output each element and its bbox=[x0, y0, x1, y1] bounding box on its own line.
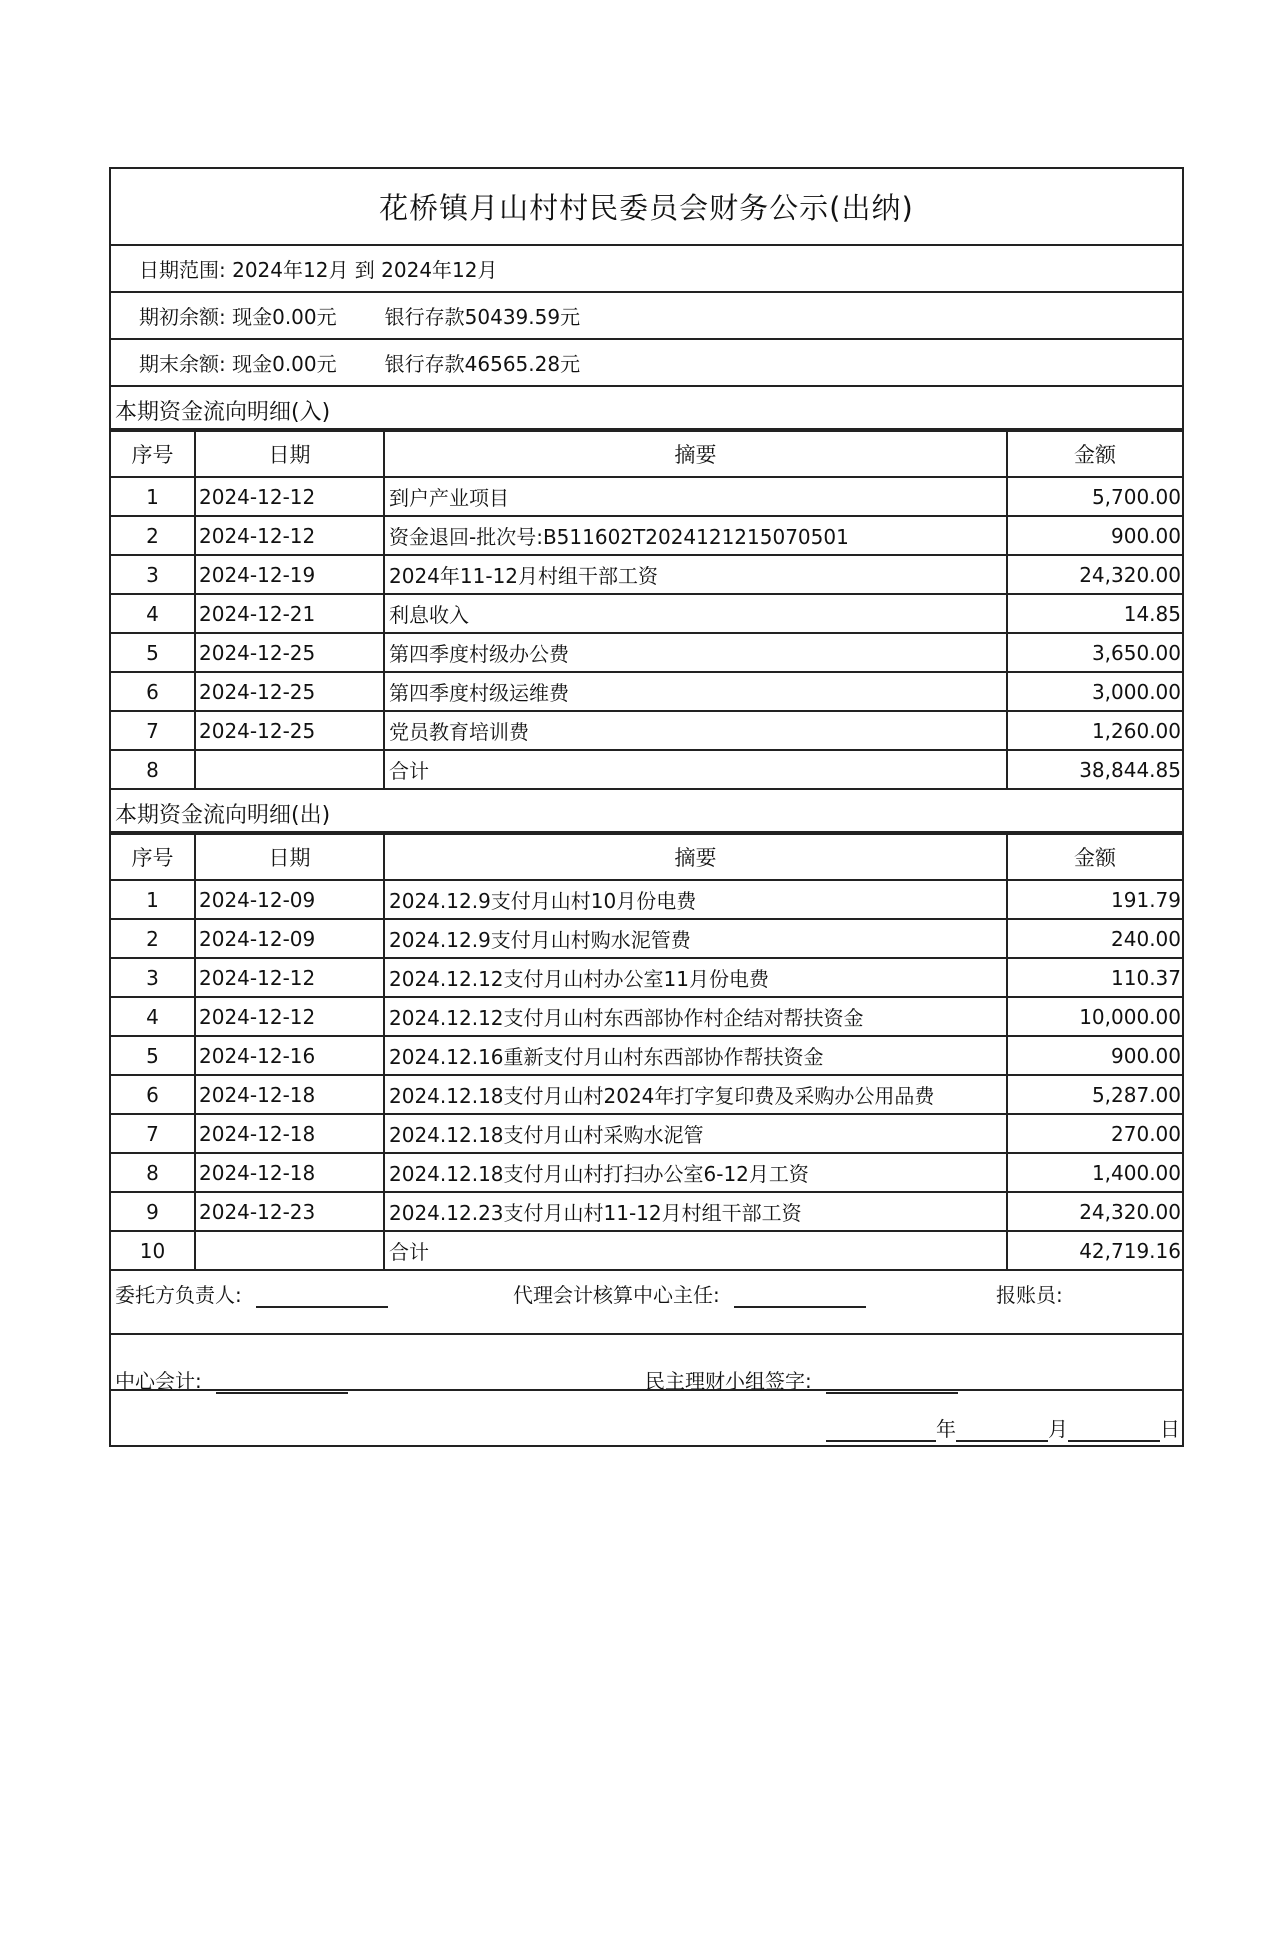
row-number: 3 bbox=[111, 555, 195, 594]
row-date: 2024-12-18 bbox=[195, 1114, 384, 1153]
row-summary: 2024.12.16重新支付月山村东西部协作帮扶资金 bbox=[384, 1036, 1007, 1075]
client-lead-signature bbox=[115, 1279, 388, 1308]
expense-table bbox=[111, 833, 1182, 1271]
income-row bbox=[111, 633, 1182, 672]
row-summary: 2024.12.18支付月山村打扫办公室6-12月工资 bbox=[384, 1153, 1007, 1192]
expense-row bbox=[111, 1153, 1182, 1192]
row-summary: 党员教育培训费 bbox=[384, 711, 1007, 750]
expense-row bbox=[111, 1231, 1182, 1270]
opening-balance-row bbox=[111, 293, 1182, 340]
center-accountant-blank bbox=[216, 1374, 348, 1394]
row-summary: 2024.12.18支付月山村采购水泥管 bbox=[384, 1114, 1007, 1153]
row-number: 8 bbox=[111, 1153, 195, 1192]
opening-cash: 期初余额: 现金0.00元 bbox=[139, 305, 337, 329]
row-number: 2 bbox=[111, 516, 195, 555]
center-director-blank bbox=[734, 1288, 866, 1308]
row-date bbox=[195, 750, 384, 789]
row-summary: 到户产业项目 bbox=[384, 477, 1007, 516]
row-amount: 42,719.16 bbox=[1007, 1231, 1182, 1270]
header-summary: 摘要 bbox=[384, 834, 1007, 880]
row-number: 6 bbox=[111, 1075, 195, 1114]
expense-section-label: 本期资金流向明细(出) bbox=[115, 803, 331, 828]
document-title bbox=[111, 169, 1182, 246]
row-amount: 5,287.00 bbox=[1007, 1075, 1182, 1114]
header-no: 序号 bbox=[111, 431, 195, 477]
row-number: 9 bbox=[111, 1192, 195, 1231]
income-table bbox=[111, 430, 1182, 790]
row-date: 2024-12-09 bbox=[195, 919, 384, 958]
row-summary: 2024.12.9支付月山村10月份电费 bbox=[384, 880, 1007, 919]
income-row bbox=[111, 516, 1182, 555]
year-blank bbox=[826, 1422, 936, 1442]
title-text: 花桥镇月山村村民委员会财务公示(出纳) bbox=[379, 191, 914, 225]
row-date: 2024-12-12 bbox=[195, 516, 384, 555]
center-director-signature bbox=[513, 1279, 866, 1308]
opening-bank: 银行存款50439.59元 bbox=[384, 305, 581, 329]
row-amount: 191.79 bbox=[1007, 880, 1182, 919]
signature-divider-1 bbox=[111, 1333, 1182, 1335]
row-amount: 110.37 bbox=[1007, 958, 1182, 997]
center-director-label: 代理会计核算中心主任: bbox=[513, 1283, 720, 1307]
income-section-title bbox=[111, 387, 1182, 430]
row-date: 2024-12-25 bbox=[195, 711, 384, 750]
row-summary: 2024.12.23支付月山村11-12月村组干部工资 bbox=[384, 1192, 1007, 1231]
row-date: 2024-12-25 bbox=[195, 633, 384, 672]
row-number: 4 bbox=[111, 594, 195, 633]
row-date: 2024-12-12 bbox=[195, 997, 384, 1036]
expense-row bbox=[111, 1036, 1182, 1075]
row-number: 1 bbox=[111, 880, 195, 919]
row-date: 2024-12-21 bbox=[195, 594, 384, 633]
client-lead-blank-extra bbox=[115, 1311, 247, 1335]
row-summary: 合计 bbox=[384, 750, 1007, 789]
row-summary: 利息收入 bbox=[384, 594, 1007, 633]
row-summary: 第四季度村级办公费 bbox=[384, 633, 1007, 672]
month-blank bbox=[956, 1422, 1048, 1442]
signature-area bbox=[111, 1271, 1182, 1447]
month-label: 月 bbox=[1048, 1417, 1068, 1441]
row-number: 6 bbox=[111, 672, 195, 711]
header-amount: 金额 bbox=[1007, 431, 1182, 477]
row-date: 2024-12-23 bbox=[195, 1192, 384, 1231]
reimburser-signature bbox=[996, 1279, 1063, 1308]
expense-row bbox=[111, 1075, 1182, 1114]
reimburser-label: 报账员: bbox=[996, 1283, 1063, 1307]
row-number: 10 bbox=[111, 1231, 195, 1270]
income-row bbox=[111, 672, 1182, 711]
row-date: 2024-12-18 bbox=[195, 1153, 384, 1192]
income-row bbox=[111, 477, 1182, 516]
row-date: 2024-12-18 bbox=[195, 1075, 384, 1114]
date-signature-line bbox=[826, 1413, 1180, 1442]
income-row bbox=[111, 750, 1182, 789]
row-amount: 270.00 bbox=[1007, 1114, 1182, 1153]
row-number: 3 bbox=[111, 958, 195, 997]
expense-row bbox=[111, 1114, 1182, 1153]
row-date bbox=[195, 1231, 384, 1270]
row-date: 2024-12-12 bbox=[195, 958, 384, 997]
row-number: 5 bbox=[111, 1036, 195, 1075]
row-summary: 2024.12.12支付月山村东西部协作村企结对帮扶资金 bbox=[384, 997, 1007, 1036]
row-amount: 10,000.00 bbox=[1007, 997, 1182, 1036]
header-amount: 金额 bbox=[1007, 834, 1182, 880]
row-summary: 2024年11-12月村组干部工资 bbox=[384, 555, 1007, 594]
signature-divider-2 bbox=[111, 1389, 1182, 1391]
finance-group-blank bbox=[826, 1374, 958, 1394]
income-row bbox=[111, 711, 1182, 750]
row-amount: 900.00 bbox=[1007, 516, 1182, 555]
income-row bbox=[111, 555, 1182, 594]
header-date: 日期 bbox=[195, 834, 384, 880]
closing-bank: 银行存款46565.28元 bbox=[384, 352, 581, 376]
row-amount: 5,700.00 bbox=[1007, 477, 1182, 516]
extra-blank-line bbox=[115, 1315, 247, 1335]
header-no: 序号 bbox=[111, 834, 195, 880]
income-row bbox=[111, 594, 1182, 633]
row-amount: 24,320.00 bbox=[1007, 1192, 1182, 1231]
expense-section-title bbox=[111, 790, 1182, 833]
center-accountant-label: 中心会计: bbox=[115, 1369, 202, 1393]
row-number: 4 bbox=[111, 997, 195, 1036]
row-amount: 24,320.00 bbox=[1007, 555, 1182, 594]
row-summary: 2024.12.9支付月山村购水泥管费 bbox=[384, 919, 1007, 958]
row-number: 2 bbox=[111, 919, 195, 958]
row-amount: 14.85 bbox=[1007, 594, 1182, 633]
year-label: 年 bbox=[936, 1417, 956, 1441]
row-summary: 2024.12.18支付月山村2024年打字复印费及采购办公用品费 bbox=[384, 1075, 1007, 1114]
day-blank bbox=[1068, 1422, 1160, 1442]
expense-row bbox=[111, 1192, 1182, 1231]
header-summary: 摘要 bbox=[384, 431, 1007, 477]
row-date: 2024-12-16 bbox=[195, 1036, 384, 1075]
row-amount: 38,844.85 bbox=[1007, 750, 1182, 789]
row-amount: 3,000.00 bbox=[1007, 672, 1182, 711]
closing-balance-row bbox=[111, 340, 1182, 387]
income-header-row bbox=[111, 431, 1182, 477]
expense-row bbox=[111, 997, 1182, 1036]
client-lead-label: 委托方负责人: bbox=[115, 1283, 242, 1307]
row-amount: 900.00 bbox=[1007, 1036, 1182, 1075]
income-section-label: 本期资金流向明细(入) bbox=[115, 400, 331, 425]
row-number: 1 bbox=[111, 477, 195, 516]
row-amount: 240.00 bbox=[1007, 919, 1182, 958]
date-range-row bbox=[111, 246, 1182, 293]
expense-row bbox=[111, 919, 1182, 958]
row-date: 2024-12-09 bbox=[195, 880, 384, 919]
row-summary: 2024.12.12支付月山村办公室11月份电费 bbox=[384, 958, 1007, 997]
row-number: 5 bbox=[111, 633, 195, 672]
row-date: 2024-12-19 bbox=[195, 555, 384, 594]
expense-header-row bbox=[111, 834, 1182, 880]
row-number: 7 bbox=[111, 711, 195, 750]
row-amount: 3,650.00 bbox=[1007, 633, 1182, 672]
date-range: 日期范围: 2024年12月 到 2024年12月 bbox=[139, 258, 498, 282]
row-number: 7 bbox=[111, 1114, 195, 1153]
expense-row bbox=[111, 880, 1182, 919]
row-amount: 1,400.00 bbox=[1007, 1153, 1182, 1192]
expense-row bbox=[111, 958, 1182, 997]
row-summary: 资金退回-批次号:B511602T2024121215070501 bbox=[384, 516, 1007, 555]
row-date: 2024-12-12 bbox=[195, 477, 384, 516]
finance-group-label: 民主理财小组签字: bbox=[645, 1369, 812, 1393]
header-date: 日期 bbox=[195, 431, 384, 477]
row-amount: 1,260.00 bbox=[1007, 711, 1182, 750]
finance-notice-sheet bbox=[109, 167, 1184, 1447]
row-date: 2024-12-25 bbox=[195, 672, 384, 711]
closing-cash: 期末余额: 现金0.00元 bbox=[139, 352, 337, 376]
client-lead-blank bbox=[256, 1288, 388, 1308]
row-number: 8 bbox=[111, 750, 195, 789]
row-summary: 第四季度村级运维费 bbox=[384, 672, 1007, 711]
row-summary: 合计 bbox=[384, 1231, 1007, 1270]
day-label: 日 bbox=[1160, 1417, 1180, 1441]
